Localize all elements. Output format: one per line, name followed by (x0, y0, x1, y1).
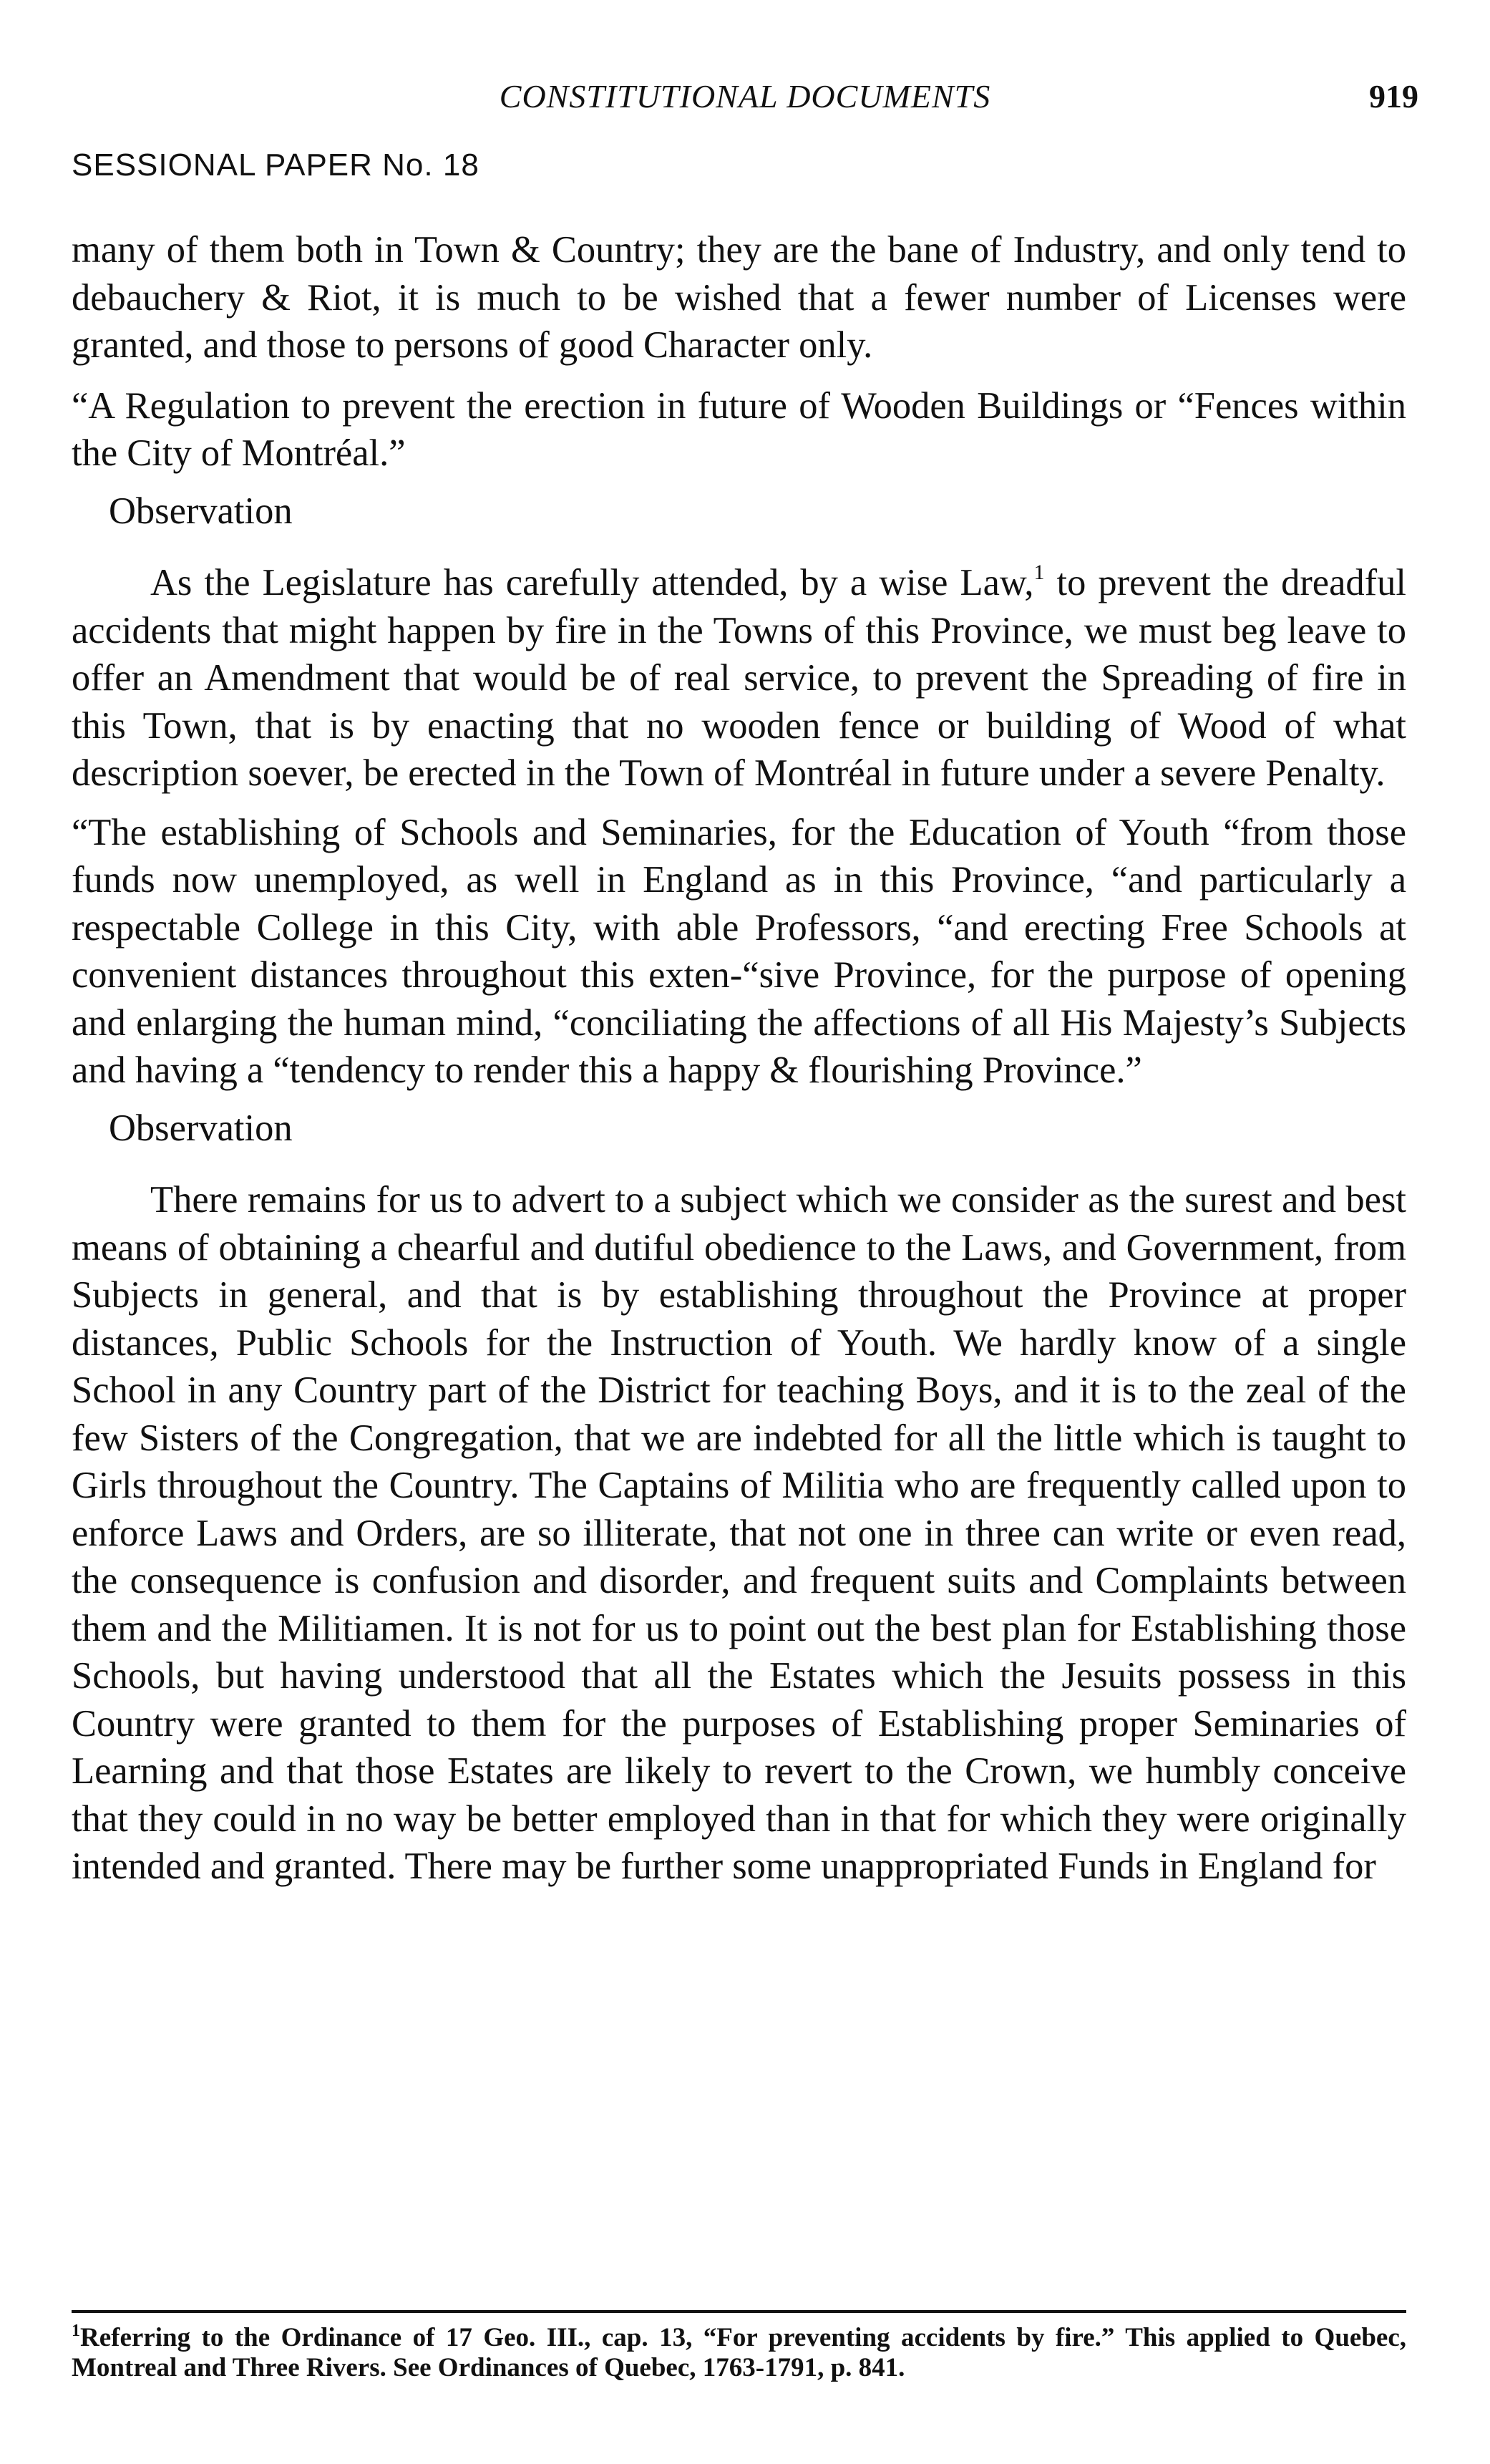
footnote-marker: 1 (72, 2322, 80, 2340)
footnote-rule (72, 2310, 1406, 2313)
sessional-paper-label: SESSIONAL PAPER No. 18 (72, 147, 479, 183)
observation-heading: Observation (109, 490, 293, 532)
paragraph-fire-prevention-part1: As the Legislature has carefully attended, by a wise Law, (150, 562, 1034, 603)
page-number: 919 (1369, 78, 1418, 115)
quoted-regulation-schools: “The establishing of Schools and Seminaries, for the Education of Youth “from those funds now unemployed, as well in England as in this Province, “and particularly a respectable College in this City, with able Professors, “and erecting Free Schools at convenient distances throughout this exten-“sive Province, for the purpose of opening and enlarging the human mind, “conciliating the affections of all His Majesty’s Subjects and having a “tendency to render this a happy & flourishing Province.” (72, 811, 1406, 1091)
running-head (72, 77, 1418, 120)
paragraph-continuation: many of them both in Town & Country; they are the bane of Industry, and only tend to debauchery & Riot, it is much to be wished that a fewer number of Licenses were granted, and those to persons of good Character only. (72, 229, 1406, 366)
running-title: CONSTITUTIONAL DOCUMENTS (499, 78, 991, 115)
footnote-text: Referring to the Ordinance of 17 Geo. III., cap. 13, “For preventing accidents by fire.” This applied to Quebec, Montreal and Three Rivers. See Ordinances of Quebec, 1763-1791, p. 841. (72, 2323, 1406, 2382)
paragraph-public-schools: There remains for us to advert to a subject which we consider as the surest and best means of obtaining a chearful and dutiful obedience to the Laws, and Government, from Subjects in general, and that is by establishing throughout the Province at proper distances, Public Schools for the Instruction of Youth. We hardly know of a single School in any Country part of the District for teaching Boys, and it is to the zeal of the few Sisters of the Congregation, that we are indebted for all the little which is taught to Girls throughout the Country. The Captains of Militia who are frequently called upon to enforce Laws and Orders, are so illiterate, that not one in three can write or even read, the consequence is confusion and disorder, and frequent suits and Complaints between them and the Militiamen. It is not for us to point out the best plan for Establishing those Schools, but having understood that all the Estates which the Jesuits possess in this Country were granted to them for the purposes of Establishing proper Seminaries of Learning and that those Estates are likely to revert to the Crown, we humbly conceive that they could in no way be better employed than in that for which they were originally intended and granted. There may be further some unappropriated Funds in England for (72, 1179, 1406, 1887)
footnote (72, 2323, 1406, 2383)
paragraph-fire-prevention-part2: to prevent the dreadful accidents that might happen by fire in the Towns of this Province, we must beg leave to offer an Amendment that would be of real service, to prevent the Spreading of fire in this Town, that is by enacting that no wooden fence or building of Wood of what description soever, be erected in the Town of Montréal in future under a severe Penalty. (72, 562, 1406, 794)
paragraph-fire-prevention (72, 559, 1406, 797)
quoted-regulation-wooden-buildings: “A Regulation to prevent the erection in future of Wooden Buildings or “Fences within the City of Montréal.” (72, 384, 1406, 474)
observation-heading: Observation (109, 1107, 293, 1149)
body-text (72, 226, 1406, 1891)
footnote-reference: 1 (1033, 561, 1045, 584)
